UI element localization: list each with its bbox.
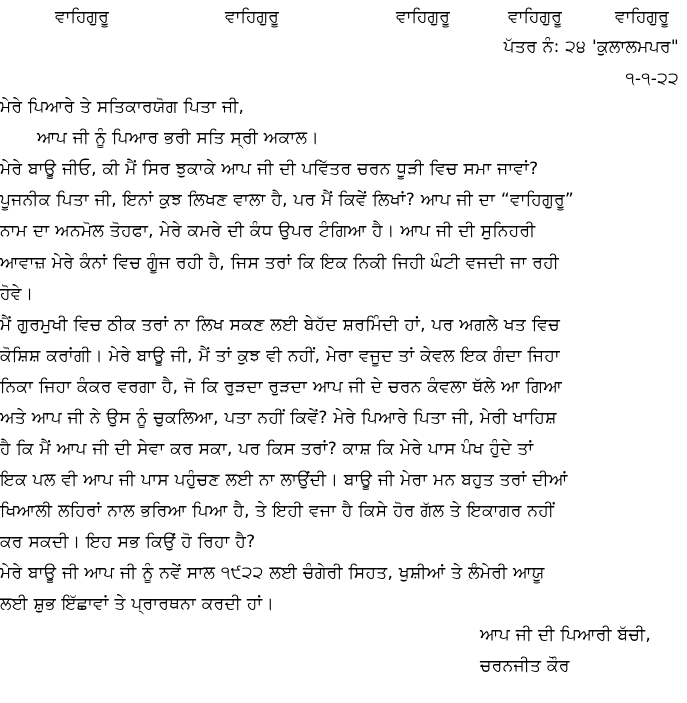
body-line: ਹੋਵੇ। bbox=[0, 284, 34, 304]
letter-number: ਪੱਤਰ ਨੰ: ੨੪ 'ਕੁਲਾਲਮਪਰ" bbox=[503, 37, 679, 57]
invocation-1: ਵਾਹਿਗੁਰੂ bbox=[55, 7, 109, 27]
invocation-3: ਵਾਹਿਗੁਰੂ bbox=[396, 7, 450, 27]
body-line: ਅਤੇ ਆਪ ਜੀ ਨੇ ਉਸ ਨੂੰ ਚੁਕਲਿਆ, ਪਤਾ ਨਹੀਂ ਕਿਵੇਂ? ਮੇਰੇ ਪਿਆਰੇ ਪਿਤਾ ਜੀ, ਮੇਰੀ ਖਾਹਿਸ਼ bbox=[0, 408, 557, 428]
invocation-4: ਵਾਹਿਗੁਰੂ bbox=[508, 7, 562, 27]
body-line: ਨਿਕਾ ਜਿਹਾ ਕੰਕਰ ਵਰਗਾ ਹੈ, ਜੋ ਕਿ ਰੁੜਦਾ ਰੁੜਦਾ ਆਪ ਜੀ ਦੇ ਚਰਨ ਕੰਵਲਾ ਥੱਲੇ ਆ ਗਿਆ bbox=[0, 377, 563, 397]
body-line: ਨਾਮ ਦਾ ਅਨਮੋਲ ਤੋਹਫਾ, ਮੇਰੇ ਕਮਰੇ ਦੀ ਕੰਧ ਉਪਰ ਟੰਗਿਆ ਹੈ। ਆਪ ਜੀ ਦੀ ਸੁਨਿਹਰੀ bbox=[0, 221, 536, 241]
greeting: ਆਪ ਜੀ ਨੂੰ ਪਿਆਰ ਭਰੀ ਸਤਿ ਸ੍ਰੀ ਅਕਾਲ। bbox=[37, 128, 319, 148]
body-line: ਆਵਾਜ਼ ਮੇਰੇ ਕੰਨਾਂ ਵਿਚ ਗੂੰਜ ਰਹੀ ਹੈ, ਜਿਸ ਤਰਾਂ ਕਿ ਇਕ ਨਿਕੀ ਜਿਹੀ ਘੰਟੀ ਵਜਦੀ ਜਾ ਰਹੀ bbox=[0, 253, 560, 273]
body-line: ਹੈ ਕਿ ਮੈਂ ਆਪ ਜੀ ਦੀ ਸੇਵਾ ਕਰ ਸਕਾ, ਪਰ ਕਿਸ ਤਰਾਂ? ਕਾਸ਼ ਕਿ ਮੇਰੇ ਪਾਸ ਪੰਖ ਹੁੰਦੇ ਤਾਂ bbox=[0, 439, 534, 459]
letter-date: ੧-੧-੨੨ bbox=[625, 69, 679, 89]
invocation-2: ਵਾਹਿਗੁਰੂ bbox=[225, 7, 279, 27]
body-line: ਇਕ ਪਲ ਵੀ ਆਪ ਜੀ ਪਾਸ ਪਹੁੰਚਣ ਲਈ ਨਾ ਲਾਉਂਦੀ। ਬਾਊ ਜੀ ਮੇਰਾ ਮਨ ਬਹੁਤ ਤਰਾਂ ਦੀਆਂ bbox=[0, 470, 568, 490]
signature: ਚਰਨਜੀਤ ਕੌਰ bbox=[480, 656, 570, 676]
salutation: ਮੇਰੇ ਪਿਆਰੇ ਤੇ ਸਤਿਕਾਰਯੋਗ ਪਿਤਾ ਜੀ, bbox=[0, 97, 245, 117]
body-line: ਪੂਜਨੀਕ ਪਿਤਾ ਜੀ, ਇਨਾਂ ਕੁਝ ਲਿਖਣ ਵਾਲਾ ਹੈ, ਪਰ ਮੈਂ ਕਿਵੇਂ ਲਿਖਾਂ? ਆਪ ਜੀ ਦਾ “ਵਾਹਿਗੁਰੂ” bbox=[0, 190, 575, 210]
body-line: ਮੈਂ ਗੁਰਮੁਖੀ ਵਿਚ ਠੀਕ ਤਰਾਂ ਨਾ ਲਿਖ ਸਕਣ ਲਈ ਬੇਹੱਦ ਸ਼ਰਮਿੰਦੀ ਹਾਂ, ਪਰ ਅਗਲੇ ਖਤ ਵਿਚ bbox=[0, 315, 560, 335]
body-line: ਕੋਸ਼ਿਸ਼ ਕਰਾਂਗੀ। ਮੇਰੇ ਬਾਊ ਜੀ, ਮੈਂ ਤਾਂ ਕੁਝ ਵੀ ਨਹੀਂ, ਮੇਰਾ ਵਜੂਦ ਤਾਂ ਕੇਵਲ ਇਕ ਗੰਦਾ ਜਿਹਾ bbox=[0, 346, 560, 366]
body-line: ਲਈ ਸ਼ੁਭ ਇੱਛਾਵਾਂ ਤੇ ਪ੍ਰਾਰਥਨਾ ਕਰਦੀ ਹਾਂ। bbox=[0, 594, 275, 614]
body-line: ਕਰ ਸਕਦੀ। ਇਹ ਸਭ ਕਿਉਂ ਹੋ ਰਿਹਾ ਹੈ? bbox=[0, 532, 256, 552]
body-line: ਮੇਰੇ ਬਾਊ ਜੀਓ, ਕੀ ਮੈਂ ਸਿਰ ਝੁਕਾਕੇ ਆਪ ਜੀ ਦੀ ਪਵਿੱਤਰ ਚਰਨ ਧੂੜੀ ਵਿਚ ਸਮਾ ਜਾਵਾਂ? bbox=[0, 159, 539, 179]
body-line: ਮੇਰੇ ਬਾਊ ਜੀ ਆਪ ਜੀ ਨੂੰ ਨਵੇਂ ਸਾਲ ੧੯੨੨ ਲਈ ਚੰਗੇਰੀ ਸਿਹਤ, ਖੁਸ਼ੀਆਂ ਤੇ ਲੰਮੇਰੀ ਆਯੂ bbox=[0, 563, 545, 583]
valediction: ਆਪ ਜੀ ਦੀ ਪਿਆਰੀ ਬੱਚੀ, bbox=[480, 625, 652, 645]
body-line: ਖਿਆਲੀ ਲਹਿਰਾਂ ਨਾਲ ਭਰਿਆ ਪਿਆ ਹੈ, ਤੇ ਇਹੀ ਵਜਾ ਹੈ ਕਿਸੇ ਹੋਰ ਗੱਲ ਤੇ ਇਕਾਗਰ ਨਹੀਂ bbox=[0, 501, 555, 521]
invocation-5: ਵਾਹਿਗੁਰੂ bbox=[615, 7, 669, 27]
